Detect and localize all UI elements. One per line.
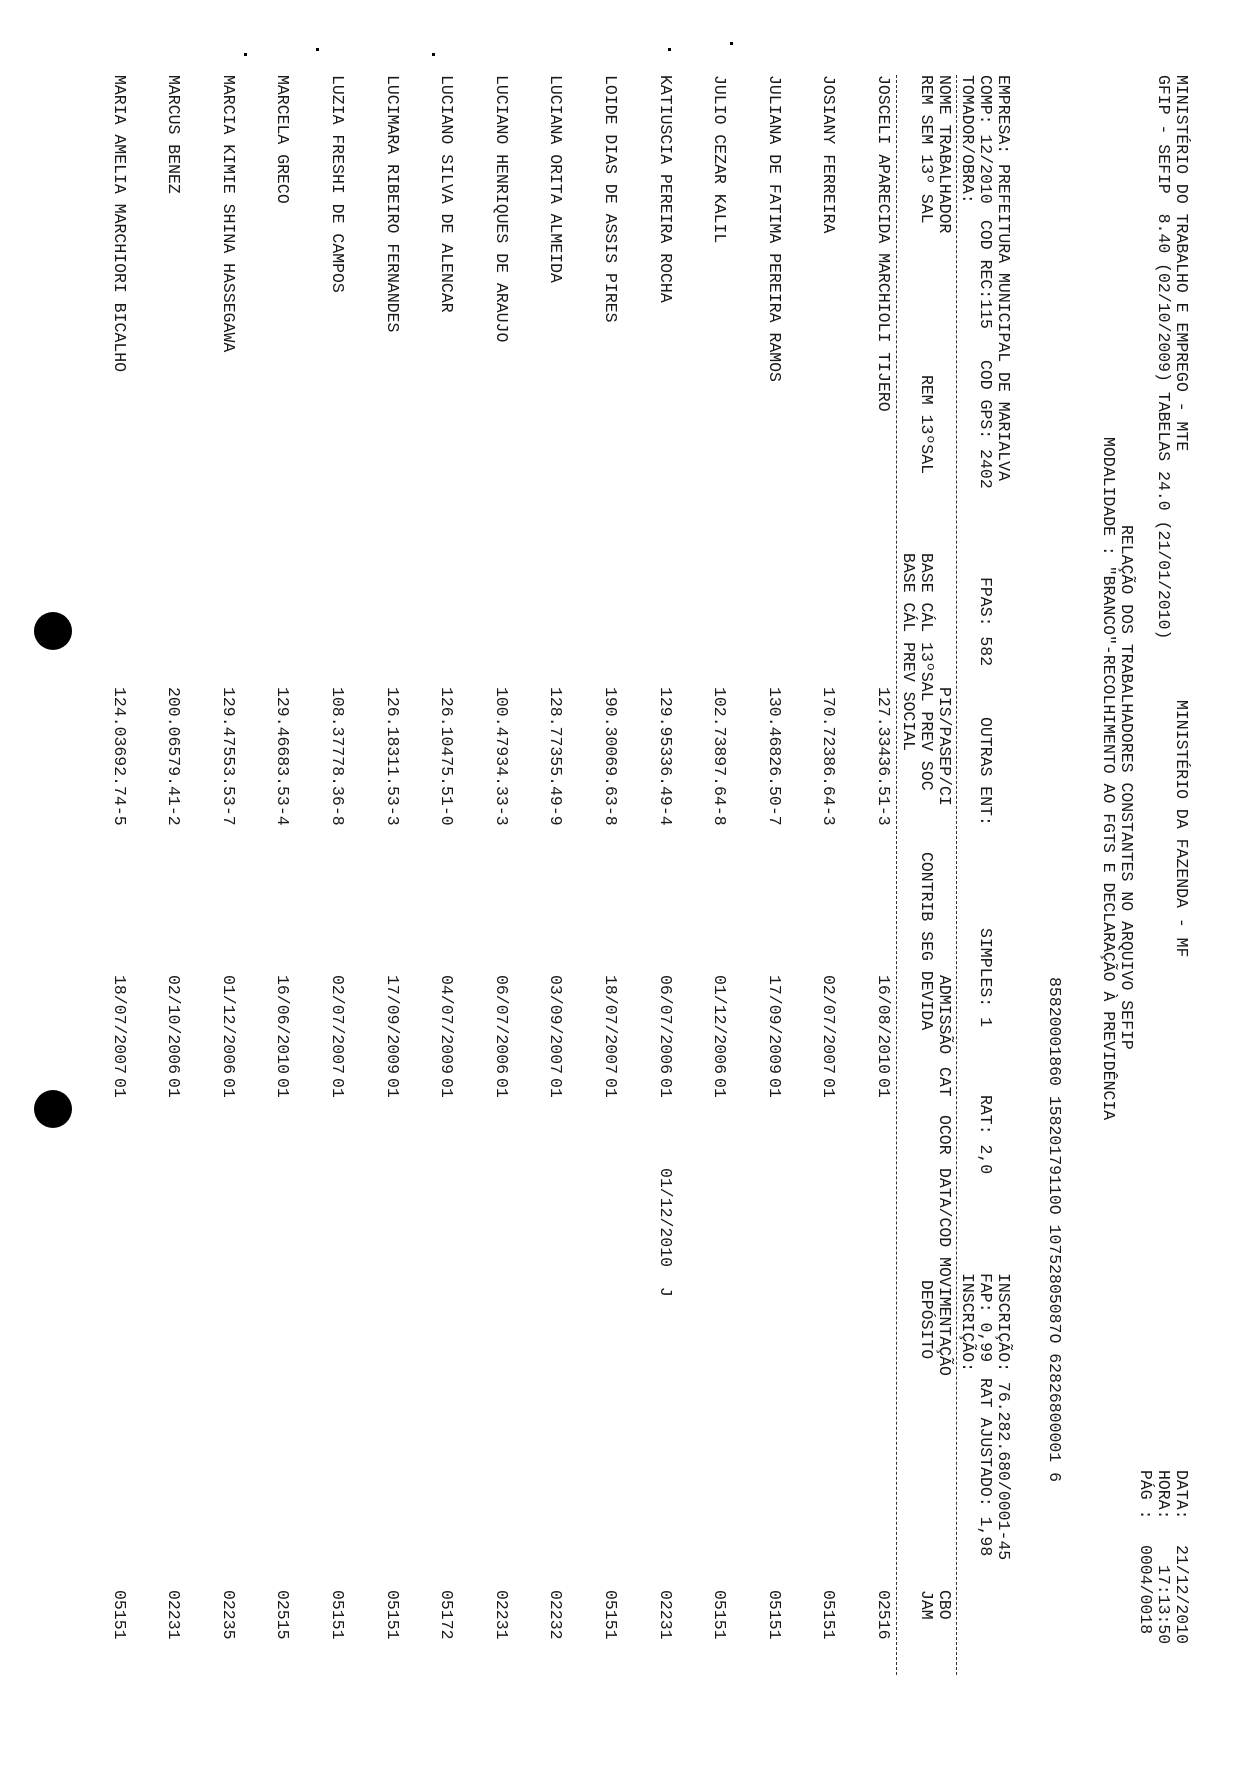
worker-pis: 129.95336.49-4: [655, 687, 675, 826]
worker-cat: 01: [764, 1078, 784, 1098]
worker-name: JOSIANY FERREIRA: [819, 75, 839, 234]
worker-cbo: 02231: [655, 1590, 675, 1640]
worker-cat: 01: [874, 1078, 893, 1098]
worker-admissao: 16/08/2010: [874, 975, 893, 1075]
ministry-fazenda: MINISTÉRIO DA FAZENDA - MF: [1172, 700, 1191, 958]
worker-admissao: 01/12/2006: [710, 975, 730, 1075]
worker-admissao: 16/06/2010: [273, 975, 293, 1075]
hora-value: 17:13:50: [1153, 1565, 1173, 1645]
worker-cbo: 05151: [382, 1590, 402, 1640]
worker-cat: 01: [655, 1078, 675, 1098]
worker-cbo: 05151: [328, 1590, 347, 1640]
worker-pis: 128.77355.49-9: [546, 687, 566, 826]
worker-cbo: 02235: [218, 1590, 238, 1640]
worker-admissao: 17/09/2009: [764, 975, 784, 1075]
inscricao: INSCRIÇÃO: 76.282.680/0001-45: [994, 1273, 1013, 1561]
col-rem-13: REM 13ºSAL: [916, 375, 936, 475]
col-base-13: BASE CÁL 13ºSAL PREV SOC: [916, 553, 936, 791]
worker-pis: 127.33436.51-3: [874, 687, 893, 826]
worker-cat: 01: [328, 1078, 347, 1098]
worker-pis: 129.46683.53-4: [273, 687, 293, 826]
worker-admissao: 18/07/2007: [109, 975, 129, 1075]
col-contrib: CONTRIB SEG DEVIDA: [916, 852, 936, 1031]
print-mark: [316, 48, 319, 51]
worker-pis: 108.37778.36-8: [328, 687, 347, 826]
col-data-cod: DATA/COD MOVIMENTAÇÃO: [935, 1168, 954, 1376]
worker-name: JULIO CEZAR KALIL: [710, 75, 730, 244]
worker-cbo: 05151: [764, 1590, 784, 1640]
worker-pis: 170.72386.64-3: [819, 687, 839, 826]
column-header-3: [898, 75, 918, 752]
col-admissao: ADMISSÃO: [935, 975, 954, 1055]
data-label: DATA:: [1172, 1470, 1191, 1520]
tomador-inscricao: INSCRIÇÃO:: [957, 1273, 977, 1373]
worker-cbo: 05172: [437, 1590, 457, 1640]
worker-cat: 01: [382, 1078, 402, 1098]
worker-cat: 01: [218, 1078, 238, 1098]
worker-pis: 190.30069.63-8: [601, 687, 620, 826]
col-rem-sem: REM SEM 13º SAL: [916, 75, 936, 224]
worker-name: KATIUSCIA PEREIRA ROCHA: [655, 75, 675, 303]
barcode-line: [1045, 75, 1064, 1482]
worker-cat: 01: [819, 1078, 839, 1098]
worker-cbo: 05151: [819, 1590, 839, 1640]
col-cat: CAT: [935, 1067, 954, 1097]
col-jam: JAM: [916, 1590, 936, 1620]
worker-pis: 102.73897.64-8: [710, 687, 730, 826]
rat-ajustado: RAT AJUSTADO: 1,98: [975, 1378, 995, 1557]
worker-cbo: 02515: [273, 1590, 293, 1640]
separator-bottom: [896, 75, 897, 1675]
worker-admissao: 02/07/2007: [328, 975, 347, 1075]
col-nome: NOME TRABALHADOR: [935, 75, 954, 234]
col-ocor: OCOR: [935, 1115, 954, 1155]
worker-name: LUCIANO SILVA DE ALENCAR: [437, 75, 457, 313]
col-deposito: DEPÓSITO: [916, 1280, 936, 1360]
cod-gps: COD GPS: 2402: [975, 360, 995, 489]
worker-pis: 126.18311.53-3: [382, 687, 402, 826]
worker-cbo: 02516: [874, 1590, 893, 1640]
worker-name: MARCELA GRECO: [273, 75, 293, 204]
worker-cat: 01: [601, 1078, 620, 1098]
worker-admissao: 02/10/2006: [164, 975, 184, 1075]
worker-name: MARIA AMELIA MARCHIORI BICALHO: [109, 75, 129, 373]
worker-name: LUCIANO HENRIQUES DE ARAUJO: [491, 75, 511, 343]
worker-admissao: 04/07/2009: [437, 975, 457, 1075]
worker-admissao: 17/09/2009: [382, 975, 402, 1075]
header-line-3: [1135, 75, 1155, 1635]
worker-admissao: 03/09/2007: [546, 975, 566, 1075]
worker-pis: 126.10475.51-0: [437, 687, 457, 826]
fap: FAP: 0,99: [975, 1273, 995, 1363]
col-base-prev: BASE CÁL PREV SOCIAL: [898, 553, 918, 752]
worker-pis: 130.46826.50-7: [764, 687, 784, 826]
company-line-1: [994, 75, 1013, 1561]
print-mark: [668, 48, 671, 51]
column-header-2: [916, 75, 936, 1620]
modalidade: MODALIDADE : "BRANCO"-RECOLHIMENTO AO FGTS E DECLARAÇÃO À PREVIDÊNCIA: [1099, 437, 1119, 1121]
simples: SIMPLES: 1: [975, 928, 995, 1028]
pag-label: PÁG :: [1135, 1470, 1155, 1520]
worker-name: LOIDE DIAS DE ASSIS PIRES: [601, 75, 620, 323]
header-line-2: [1153, 75, 1173, 1645]
company-line-3: [957, 75, 977, 1373]
comp: COMP: 12/2010: [975, 75, 995, 204]
worker-cbo: 02231: [164, 1590, 184, 1640]
ministry-trabalho: MINISTÉRIO DO TRABALHO E EMPREGO - MTE: [1172, 75, 1191, 452]
print-mark: [244, 53, 247, 56]
print-mark: [730, 42, 733, 45]
header-line-4: [1117, 75, 1137, 1050]
company-line-2: [975, 75, 995, 1557]
pag-value: 0004/0018: [1135, 1545, 1155, 1635]
software-version: GFIP - SEFIP 8.40 (02/10/2009) TABELAS 24.0 (21/01/2010): [1153, 75, 1173, 640]
worker-admissao: 01/12/2006: [218, 975, 238, 1075]
worker-cat: 01: [164, 1078, 184, 1098]
worker-admissao: 06/07/2006: [491, 975, 511, 1075]
outras-ent: OUTRAS ENT:: [975, 717, 995, 826]
cod-rec: COD REC:115: [975, 220, 995, 329]
header-line-5: [1099, 75, 1119, 1121]
worker-cat: 01: [491, 1078, 511, 1098]
worker-name: MARCUS BENEZ: [164, 75, 184, 194]
col-pis: PIS/PASEP/CI: [935, 687, 954, 806]
fpas: FPAS: 582: [975, 577, 995, 667]
worker-name: MARCIA KIMIE SHINA HASSEGAWA: [218, 75, 238, 353]
empresa: EMPRESA: PREFEITURA MUNICIPAL DE MARIALVA: [994, 75, 1013, 481]
worker-pis: 200.06579.41-2: [164, 687, 184, 826]
worker-admissao: 06/07/2006: [655, 975, 675, 1075]
worker-cbo: 05151: [601, 1590, 620, 1640]
worker-admissao: 18/07/2007: [601, 975, 620, 1075]
worker-movimentacao: 01/12/2010 J: [655, 1168, 675, 1297]
worker-pis: 129.47553.53-7: [218, 687, 238, 826]
separator-top: [956, 75, 957, 1675]
worker-cat: 01: [437, 1078, 457, 1098]
hora-label: HORA:: [1153, 1470, 1173, 1520]
col-cbo: CBO: [935, 1590, 954, 1620]
rat: RAT: 2,0: [975, 1095, 995, 1175]
sefip-report-page: [30, 75, 1190, 1725]
report-title: RELAÇÃO DOS TRABALHADORES CONSTANTES NO ARQUIVO SEFIP: [1117, 525, 1137, 1050]
worker-admissao: 02/07/2007: [819, 975, 839, 1075]
barcode-number: 85820001860 15820179110O 10752805087O 62826800001 6: [1045, 977, 1064, 1482]
worker-cat: 01: [710, 1078, 730, 1098]
tomador: TOMADOR/OBRA:: [957, 75, 977, 204]
worker-pis: 124.03692.74-5: [109, 687, 129, 826]
worker-cbo: 05151: [109, 1590, 129, 1640]
worker-name: LUZIA FRESHI DE CAMPOS: [328, 75, 347, 293]
worker-cat: 01: [546, 1078, 566, 1098]
worker-name: LUCIMARA RIBEIRO FERNANDES: [382, 75, 402, 333]
worker-cat: 01: [109, 1078, 129, 1098]
worker-name: JULIANA DE FATIMA PEREIRA RAMOS: [764, 75, 784, 382]
data-value: 21/12/2010: [1172, 1545, 1191, 1645]
worker-cat: 01: [273, 1078, 293, 1098]
worker-name: JOSCELI APARECIDA MARCHIOLI TIJERO: [874, 75, 893, 412]
worker-cbo: 05151: [710, 1590, 730, 1640]
worker-cbo: 02232: [546, 1590, 566, 1640]
worker-name: LUCIANA ORITA ALMEIDA: [546, 75, 566, 283]
worker-pis: 100.47934.33-3: [491, 687, 511, 826]
column-header-1: [935, 75, 954, 1620]
worker-cbo: 02231: [491, 1590, 511, 1640]
print-mark: [432, 53, 435, 56]
header-line-1: [1172, 75, 1191, 1645]
